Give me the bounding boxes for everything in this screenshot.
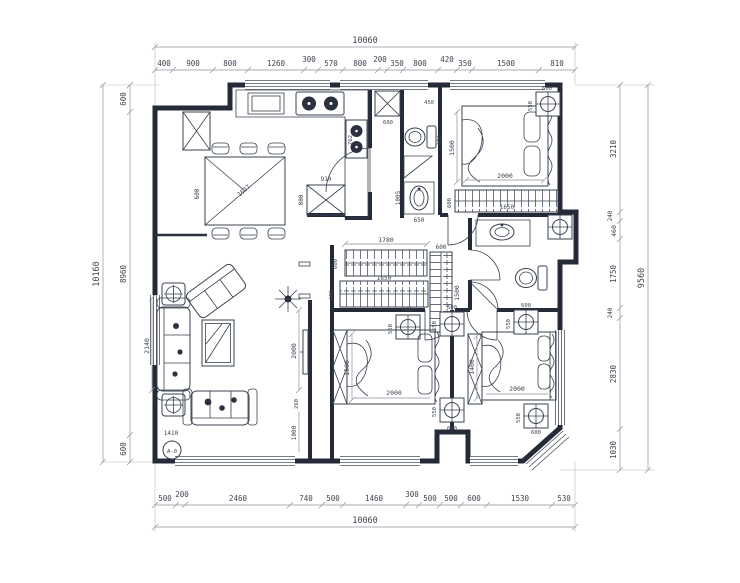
dim-stove: 762 — [348, 135, 354, 145]
dim-bot-8: 500 — [444, 494, 458, 503]
dim-wmid2-l: 1650 — [376, 275, 392, 282]
dim-chain-top — [152, 36, 578, 73]
dim-wmid2-d: 600 — [329, 290, 335, 300]
washbasin2 — [476, 220, 530, 246]
dim-top-13: 810 — [550, 59, 564, 68]
dim-bottom-total: 10060 — [352, 516, 378, 526]
dim-right-0: 3210 — [609, 139, 618, 159]
dim-right-3: 1750 — [609, 264, 618, 284]
entry-column — [183, 112, 210, 150]
corner-shelf — [404, 156, 432, 178]
dim-ward3-h: 1500 — [453, 285, 461, 301]
dim-260: 260 — [294, 399, 300, 409]
dim-b3col-600b: 600 — [531, 430, 541, 436]
dim-kitchen-col-w: 910 — [320, 176, 332, 183]
dim-chain-left — [92, 82, 133, 465]
coffee-table — [202, 320, 234, 366]
bathroom2 — [470, 215, 572, 310]
living-room — [143, 262, 308, 459]
dim-dining-w: 600 — [194, 188, 201, 200]
dim-left-total: 10160 — [92, 261, 102, 287]
dim-bot-0: 500 — [158, 494, 172, 503]
dim-ward1-l: 1650 — [499, 204, 515, 211]
dim-bed2-l: 2000 — [386, 389, 402, 397]
dim-top-10: 420 — [440, 55, 454, 64]
dim-bot-9: 600 — [467, 494, 481, 503]
dim-chain-bottom — [152, 490, 578, 530]
dim-top-4: 300 — [302, 55, 316, 64]
dim-left-1: 8960 — [119, 264, 128, 284]
dim-top-12: 1500 — [496, 59, 516, 68]
dim-ward3-w: 600 — [435, 244, 447, 251]
dining-area — [183, 112, 285, 239]
dim-basin: 650 — [413, 217, 425, 224]
kitchen-sink — [296, 92, 344, 115]
dim-bot-10: 1530 — [510, 494, 530, 503]
dim-top-3: 1260 — [266, 59, 286, 68]
dim-bed2-w: 1500 — [343, 360, 351, 376]
dim-toilet1: 650 — [437, 135, 443, 145]
tv — [300, 330, 308, 374]
column-symbol — [440, 398, 464, 422]
duct-shaft — [375, 91, 400, 116]
column-symbol — [396, 315, 420, 339]
column-symbol — [548, 215, 572, 239]
dim-duct: 600 — [383, 120, 393, 126]
dim-kitchen-col-d: 800 — [298, 194, 305, 206]
bedroom3 — [468, 303, 556, 436]
dim-b2col-550a: 550 — [432, 321, 438, 331]
dim-top-1: 900 — [186, 59, 200, 68]
plant — [275, 286, 301, 312]
toilet2 — [516, 266, 548, 290]
dim-colmid-600: 600 — [403, 307, 413, 313]
dim-col600: 600 — [542, 86, 552, 92]
column-symbol — [536, 92, 560, 116]
dim-col550: 550 — [528, 101, 534, 111]
dim-b2col-600a: 600 — [447, 305, 457, 311]
dim-basin-counter: 1005 — [395, 190, 402, 206]
dim-top-11: 350 — [458, 59, 472, 68]
sofa-left — [157, 298, 190, 400]
dim-1000: 1000 — [291, 425, 298, 441]
dim-tvwall: 2000 — [290, 343, 298, 359]
dim-top-total: 10060 — [352, 36, 378, 46]
dim-bed1-w: 1500 — [448, 140, 456, 156]
dim-b3col-550a: 550 — [506, 319, 512, 329]
dim-wmid-d: 600 — [333, 259, 339, 269]
dim-colmid-550: 550 — [388, 324, 394, 334]
dim-top-6: 800 — [353, 59, 367, 68]
dim-top-8: 350 — [390, 59, 404, 68]
dim-top-9: 800 — [413, 59, 427, 68]
dim-bot-4: 500 — [326, 494, 340, 503]
dim-bot-1: 200 — [175, 490, 189, 499]
elevation-marker — [163, 441, 181, 459]
sofa-bottom — [183, 389, 257, 425]
dim-bot-2: 2460 — [228, 494, 248, 503]
dim-bed3-l: 2000 — [509, 385, 525, 393]
dim-bot-7: 500 — [423, 494, 437, 503]
living-double-door-leaf — [299, 262, 310, 266]
dim-bot-5: 1460 — [364, 494, 384, 503]
living-double-door-leaf — [299, 294, 310, 298]
dim-b3col-550b: 550 — [516, 413, 522, 423]
dim-bot-11: 530 — [557, 494, 571, 503]
dim-sofa: 2140 — [143, 338, 151, 354]
dim-right-5: 2830 — [609, 364, 618, 384]
dim-top-7: 200 — [373, 55, 387, 64]
column-symbol — [514, 310, 538, 334]
dim-right-4: 240 — [607, 307, 614, 319]
dim-b3col-600a: 600 — [521, 303, 531, 309]
end-table-plant-bottom — [162, 394, 185, 416]
dim-chain-right — [607, 82, 651, 473]
loveseat — [185, 262, 248, 319]
bath2-door-arc — [470, 250, 500, 280]
dim-dining-diag: 1637 — [236, 183, 252, 199]
dim-ward1-d: 600 — [447, 198, 453, 208]
dim-left-2: 600 — [119, 442, 128, 456]
dim-top-0: 400 — [157, 59, 171, 68]
dim-top-2: 800 — [223, 59, 237, 68]
dim-right-6: 1030 — [609, 440, 618, 460]
end-table-plant-top — [162, 283, 185, 305]
washbasin1 — [404, 182, 434, 214]
dim-right-1: 240 — [607, 210, 614, 222]
dim-bot-3: 740 — [299, 494, 313, 503]
dim-bath1-top: 450 — [424, 100, 434, 106]
dim-bed3-w: 1400 — [468, 359, 476, 375]
dim-wmid-l: 1780 — [378, 236, 394, 244]
dim-marker-len: 1410 — [163, 430, 179, 437]
column-symbol — [524, 404, 548, 428]
bathroom1 — [375, 91, 443, 224]
dim-right-total: 9560 — [637, 267, 647, 289]
bedroom1 — [447, 86, 560, 212]
dim-b2col-550b: 550 — [432, 407, 438, 417]
dim-bot-6: 300 — [405, 490, 419, 499]
column-symbol — [440, 312, 464, 336]
dim-left-0: 600 — [119, 92, 128, 106]
bedroom1-door-arc — [448, 215, 478, 245]
dim-right-2: 460 — [610, 225, 618, 237]
toilet1 — [405, 126, 436, 148]
dim-bed1-l: 2000 — [497, 172, 513, 180]
elevation-marker-label: A-0 — [167, 449, 177, 455]
dim-top-5: 570 — [324, 59, 338, 68]
dim-b2col-600b: 600 — [447, 426, 457, 432]
shower-corner — [470, 282, 498, 310]
